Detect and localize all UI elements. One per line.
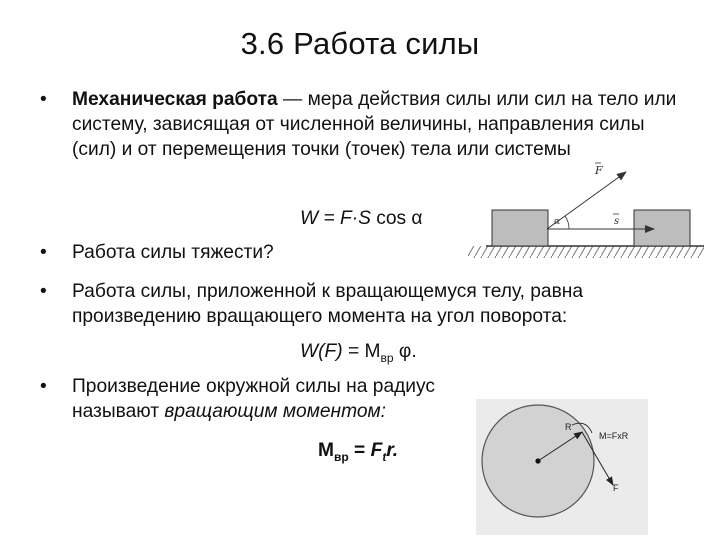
term-mechanical-work: Механическая работа: [72, 89, 278, 110]
formula-rotation-eq: = М: [342, 341, 381, 362]
formula-moment: [318, 440, 398, 464]
formula-rotation-sub: вр: [380, 350, 394, 365]
formula-moment-M: М: [318, 440, 334, 461]
label-moment: M=FxR: [599, 431, 629, 441]
label-displacement-s: s: [614, 216, 620, 227]
formula-moment-r: r.: [386, 440, 399, 461]
definition-text: — мера действия силы или сил на тело или систему, зависящая от численной величины, направления силы (сил) и от перемещения точки (точек) тела или системы: [72, 89, 677, 160]
formula-work-rhs: cos α: [370, 208, 423, 229]
formula-rotation-lhs: W(F): [300, 341, 343, 362]
angle-arc: [565, 216, 569, 229]
label-alpha: α: [554, 217, 561, 227]
torque-term: вращающим моментом:: [164, 401, 387, 422]
formula-moment-F: F: [370, 440, 383, 461]
bullet-dot: •: [40, 242, 47, 263]
bullet-dot: •: [40, 281, 47, 302]
formula-moment-sub: вр: [333, 449, 349, 464]
bullet-text: Работа силы тяжести?: [72, 242, 274, 263]
torque-text: Произведение окружной силы на радиус называют: [72, 376, 435, 422]
formula-moment-t: t: [382, 449, 387, 464]
bullet-text: [72, 87, 692, 162]
label-R: R: [565, 422, 572, 432]
formula-rotation-end: φ.: [393, 341, 417, 362]
formula-work-lhs: W = F·S: [300, 208, 371, 229]
formula-rotation-work: [300, 341, 417, 365]
bullet-text: [72, 374, 492, 424]
label-force-F: F: [595, 164, 603, 177]
bullet-dot: •: [40, 89, 47, 110]
bullet-text: Работа силы, приложенной к вращающемуся телу, равна произведению вращающего момента на угол поворота:: [72, 281, 584, 327]
label-F: F: [613, 483, 619, 493]
formula-moment-eq: =: [348, 440, 371, 461]
bullet-dot: •: [40, 376, 47, 397]
slide-title: 3.6 Работа силы: [240, 26, 480, 61]
torque-circle-diagram: [476, 399, 648, 535]
formula-work: [300, 208, 423, 230]
